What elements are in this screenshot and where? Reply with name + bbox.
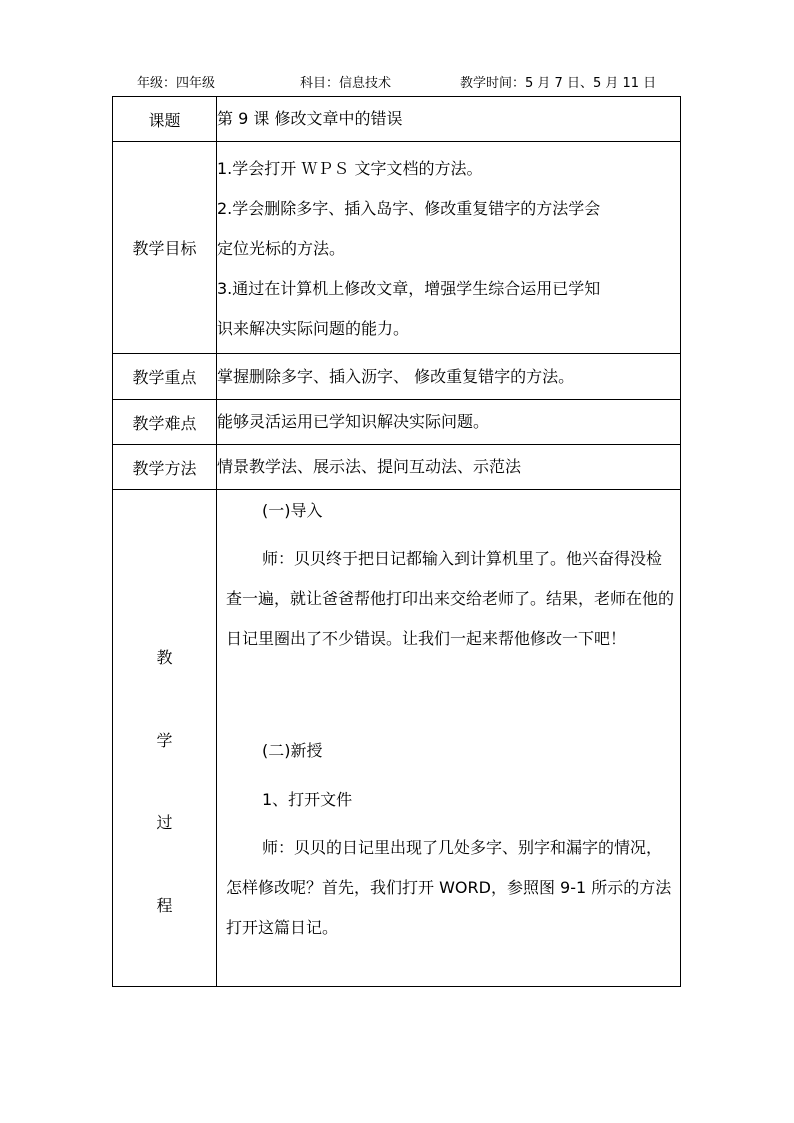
process-label-char: 过 <box>156 813 173 832</box>
process-label-char: 程 <box>156 896 173 915</box>
table-row <box>113 142 681 354</box>
table-row <box>113 354 681 400</box>
difficulty-value: 能够灵活运用已学知识解决实际问题。 <box>217 400 681 445</box>
difficulty-label: 教学难点 <box>113 400 217 445</box>
new-lesson-heading: (二)新授 <box>262 741 323 760</box>
step1-text: 师：贝贝的日记里出现了几处多字、别字和漏字的情况，怎样修改呢？首先，我们打开 WORD，参照图 9-1 所示的方法打开这篇日记。 <box>226 838 672 937</box>
table-row <box>113 97 681 142</box>
goal-line: 定位光标的方法。 <box>217 238 346 258</box>
table-row <box>113 490 681 987</box>
goal-line: 1.学会打开 ＷＰＳ 文字文档的方法。 <box>217 158 483 178</box>
process-label-char: 教 <box>156 648 173 667</box>
method-label: 教学方法 <box>113 445 217 490</box>
teaching-time-label: 教学时间：5 月 7 日、5 月 11 日 <box>460 76 657 91</box>
goals-cell <box>217 142 681 354</box>
intro-heading: (一)导入 <box>262 501 323 520</box>
table-row <box>113 445 681 490</box>
title-label: 课题 <box>113 97 217 142</box>
lesson-plan-table <box>112 96 681 987</box>
subject-label: 科目：信息技术 <box>300 76 392 91</box>
key-points-label: 教学重点 <box>113 354 217 400</box>
goal-line: 3.通过在计算机上修改文章，增强学生综合运用已学知 <box>217 278 601 298</box>
process-label-char: 学 <box>156 731 173 750</box>
goal-line: 2.学会删除多字、插入岛字、修改重复错字的方法学会 <box>217 198 601 218</box>
step1-heading: 1、打开文件 <box>262 790 353 809</box>
process-label-cell <box>113 490 217 987</box>
goals-label: 教学目标 <box>113 142 217 354</box>
grade-label: 年级：四年级 <box>137 76 216 91</box>
process-cell <box>217 490 681 987</box>
key-points-value: 掌握删除多字、插入沥字、 修改重复错字的方法。 <box>217 354 681 400</box>
method-value: 情景教学法、展示法、提问互动法、示范法 <box>217 445 681 490</box>
table-row <box>113 400 681 445</box>
goal-line: 识来解决实际问题的能力。 <box>217 318 410 338</box>
intro-text: 师：贝贝终于把日记都输入到计算机里了。他兴奋得没检查一遍，就让爸爸帮他打印出来交给老师了。结果，老师在他的日记里圈出了不少错误。让我们一起来帮他修改一下吧！ <box>226 549 675 648</box>
title-value: 第 9 课 修改文章中的错误 <box>217 97 681 142</box>
page-header <box>137 75 697 93</box>
